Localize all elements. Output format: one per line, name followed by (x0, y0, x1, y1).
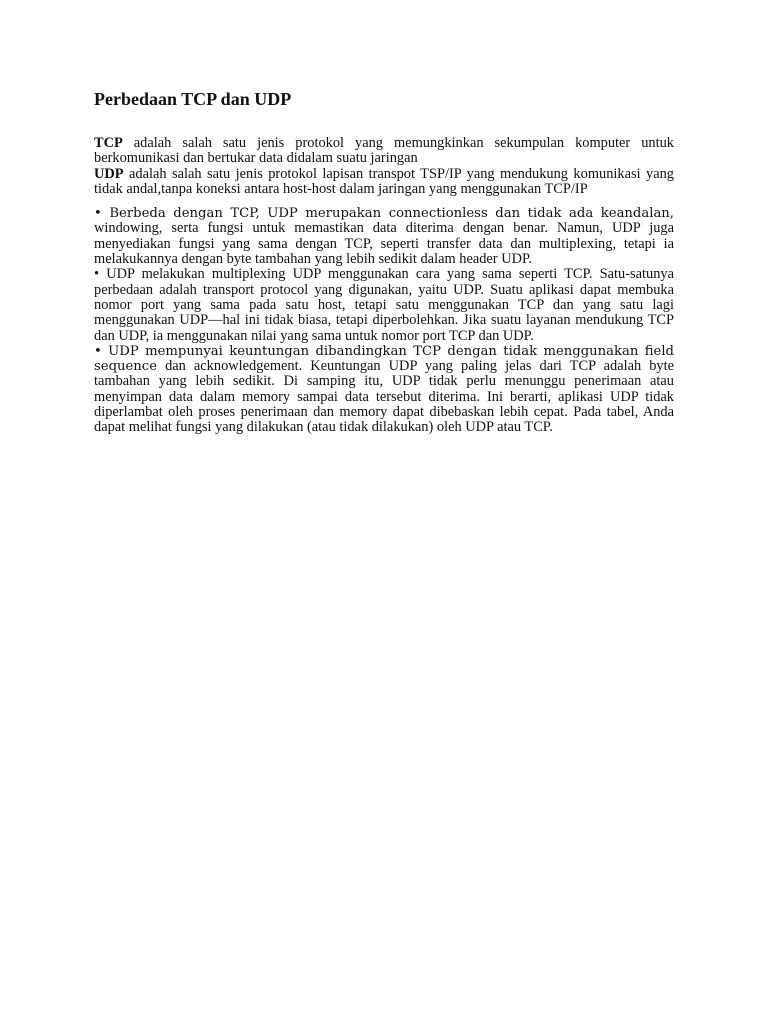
bullet-lead: • Berbeda dengan TCP, UDP merupakan connectionless dan tidak ada keandalan, (94, 206, 674, 222)
definition-term: TCP (94, 135, 123, 151)
bullet-rest: windowing, serta fungsi untuk memastikan data diterima dengan benar. Namun, UDP juga menyediakan fungsi yang sama dengan TCP, seperti transfer data dan multiplexing, tetapi ia melakukannya dengan byte tambahan yang lebih sedikit dalam header UDP. (94, 220, 674, 268)
paragraph-gap (94, 197, 674, 206)
definition-text: adalah salah satu jenis protokol lapisan transpot TSP/IP yang mendukung komunikasi yang tidak andal,tanpa koneksi antara host-host dalam jaringan yang menggunakan TCP/IP (94, 165, 674, 197)
bullet-rest: dan acknowledgement. Keuntungan UDP yang paling jelas dari TCP adalah byte tambahan yang lebih sedikit. Di samping itu, UDP tidak perlu menunggu penerimaan atau menyimpan data dalam memory sampai data tersebut diterima. Ini berarti, aplikasi UDP tidak diperlambat oleh proses penerimaan dan memory dapat dibebaskan lebih cepat. Pada tabel, Anda dapat melihat fungsi yang dilakukan (atau tidak dilakukan) oleh UDP atau TCP. (94, 358, 674, 436)
bullet-lead: • UDP mempunyai keuntungan dibandingkan TCP dengan tidak menggunakan field sequence (94, 343, 674, 375)
bullet-item (94, 344, 674, 436)
definition-udp (94, 167, 674, 198)
bullet-item (94, 267, 674, 343)
definition-term: UDP (94, 165, 124, 182)
page-title: Perbedaan TCP dan UDP (94, 89, 292, 109)
bullet-rest: Satu-satunya perbedaan adalah transport protocol yang digunakan, yaitu UDP. Suatu aplikasi dapat membuka nomor port yang sama pada satu host, tetapi satu menggunakan TCP dan yang satu lagi menggunakan UDP—hal ini tidak biasa, tetapi diperbolehkan. Jika suatu layanan mendukung TCP dan UDP, ia menggunakan nilai yang sama untuk nomor port TCP dan UDP. (94, 266, 674, 344)
bullet-item (94, 206, 674, 267)
title-spacer (94, 110, 674, 136)
definition-tcp (94, 136, 674, 167)
definition-text: adalah salah satu jenis protokol yang memungkinkan sekumpulan komputer untuk berkomunikasi dan bertukar data didalam suatu jaringan (94, 135, 674, 167)
bullet-lead: • UDP melakukan multiplexing UDP menggunakan cara yang sama seperti TCP. (94, 266, 593, 283)
